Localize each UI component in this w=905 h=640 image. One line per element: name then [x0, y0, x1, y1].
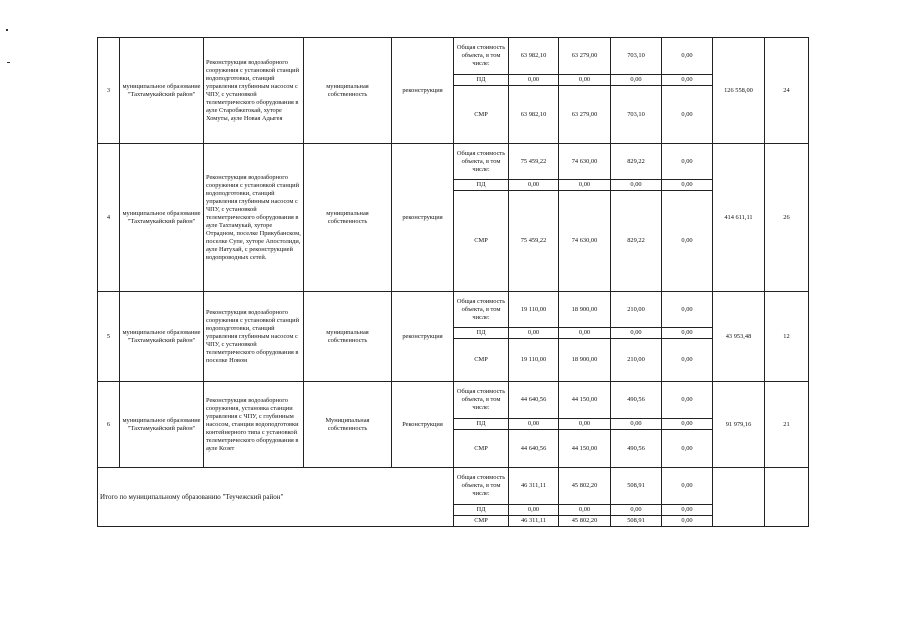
- capacity-cell: 126 558,00: [713, 38, 765, 144]
- last-cell: 26: [765, 144, 809, 292]
- value-cell: 0,00: [662, 144, 713, 180]
- cost-label: Общая стоимость объекта, в том числе:: [454, 292, 509, 328]
- value-cell: 0,00: [662, 505, 713, 516]
- value-cell: 0,00: [509, 419, 559, 430]
- work-type-cell: реконструкция: [392, 292, 454, 382]
- value-cell: 0,00: [559, 75, 611, 86]
- table-row: [98, 144, 809, 180]
- municipality-cell: муниципальное образование "Тахтамукайский район": [120, 38, 204, 144]
- margin-mark: [7, 62, 10, 63]
- value-cell: 0,00: [559, 180, 611, 191]
- value-cell: 0,00: [509, 328, 559, 339]
- value-cell: 210,00: [611, 292, 662, 328]
- value-cell: 0,00: [662, 382, 713, 419]
- total-row: [98, 468, 809, 505]
- row-number: 6: [98, 382, 120, 468]
- capacity-cell: 414 611,11: [713, 144, 765, 292]
- value-cell: 490,56: [611, 382, 662, 419]
- ownership-cell: муниципальная собственность: [304, 144, 392, 292]
- investment-table: [97, 37, 809, 527]
- value-cell: 0,00: [662, 468, 713, 505]
- last-cell: 21: [765, 382, 809, 468]
- value-cell: 0,00: [611, 75, 662, 86]
- value-cell: 46 311,11: [509, 468, 559, 505]
- description-cell: Реконструкция водозаборного сооружения с установкой станций водоподготовки, станций управления глубинным насосом с ЧПУ, с установкой телеметрического оборудования в ауле Тахтамукай, хуторе Отрадном, поселке Прикубанском, поселке Супе, хуторе Апостолиди, ауле Натухай, с реконструкцией водопроводных сетей.: [204, 144, 304, 292]
- empty-cell: [713, 468, 765, 527]
- value-cell: 703,10: [611, 38, 662, 75]
- value-cell: 18 900,00: [559, 292, 611, 328]
- capacity-cell: 91 979,16: [713, 382, 765, 468]
- cost-label: ПД: [454, 180, 509, 191]
- value-cell: 63 982,10: [509, 86, 559, 144]
- value-cell: 44 150,00: [559, 382, 611, 419]
- value-cell: 0,00: [509, 75, 559, 86]
- value-cell: 19 110,00: [509, 339, 559, 382]
- value-cell: 0,00: [662, 75, 713, 86]
- value-cell: 0,00: [559, 419, 611, 430]
- value-cell: 0,00: [662, 419, 713, 430]
- description-cell: Реконструкция водозаборного сооружения с установкой станций водоподготовки, станций управления глубинным насосом с ЧПУ, с установкой телеметрического оборудования в поселке Новом: [204, 292, 304, 382]
- value-cell: 44 640,56: [509, 430, 559, 468]
- value-cell: 0,00: [662, 38, 713, 75]
- value-cell: 0,00: [662, 86, 713, 144]
- municipality-cell: муниципальное образование "Тахтамукайский район": [120, 144, 204, 292]
- total-label: Итого по муниципальному образованию "Теучежский район": [98, 468, 454, 527]
- value-cell: 45 802,20: [559, 516, 611, 527]
- value-cell: 703,10: [611, 86, 662, 144]
- value-cell: 0,00: [611, 419, 662, 430]
- value-cell: 45 802,20: [559, 468, 611, 505]
- cost-label: Общая стоимость объекта, в том числе:: [454, 144, 509, 180]
- empty-cell: [765, 468, 809, 527]
- description-cell: Реконструкция водозаборного сооружения, установка станции управления с ЧПУ, с глубинным насосом, станции водоподготовки контейнерного типа с установкой телеметрического оборудования в ауле Козет: [204, 382, 304, 468]
- value-cell: 0,00: [662, 516, 713, 527]
- value-cell: 46 311,11: [509, 516, 559, 527]
- value-cell: 74 630,00: [559, 191, 611, 292]
- cost-label: СМР: [454, 339, 509, 382]
- work-type-cell: реконструкция: [392, 144, 454, 292]
- cost-label: Общая стоимость объекта, в том числе:: [454, 468, 509, 505]
- margin-mark: [6, 29, 8, 31]
- value-cell: 508,91: [611, 516, 662, 527]
- ownership-cell: муниципальная собственность: [304, 292, 392, 382]
- value-cell: 490,56: [611, 430, 662, 468]
- value-cell: 44 150,00: [559, 430, 611, 468]
- value-cell: 0,00: [611, 328, 662, 339]
- value-cell: 829,22: [611, 191, 662, 292]
- value-cell: 18 900,00: [559, 339, 611, 382]
- cost-label: ПД: [454, 328, 509, 339]
- cost-label: Общая стоимость объекта, в том числе:: [454, 38, 509, 75]
- cost-label: ПД: [454, 75, 509, 86]
- value-cell: 829,22: [611, 144, 662, 180]
- value-cell: 0,00: [662, 339, 713, 382]
- last-cell: 24: [765, 38, 809, 144]
- value-cell: 0,00: [611, 180, 662, 191]
- value-cell: 44 640,56: [509, 382, 559, 419]
- cost-label: СМР: [454, 86, 509, 144]
- value-cell: 63 982,10: [509, 38, 559, 75]
- value-cell: 0,00: [559, 505, 611, 516]
- cost-label: СМР: [454, 191, 509, 292]
- row-number: 3: [98, 38, 120, 144]
- capacity-cell: 43 953,48: [713, 292, 765, 382]
- last-cell: 12: [765, 292, 809, 382]
- value-cell: 0,00: [662, 191, 713, 292]
- table-row: [98, 38, 809, 75]
- description-cell: Реконструкция водозаборного сооружения с установкой станций водоподготовки, станций управления глубинным насосом с ЧПУ, с установкой телеметрического оборудования в ауле Старобжегокай, хуторе Хомуты, ауле Новая Адыгея: [204, 38, 304, 144]
- value-cell: 75 459,22: [509, 144, 559, 180]
- work-type-cell: Реконструкция: [392, 382, 454, 468]
- value-cell: 0,00: [662, 430, 713, 468]
- cost-label: Общая стоимость объекта, в том числе:: [454, 382, 509, 419]
- row-number: 5: [98, 292, 120, 382]
- value-cell: 19 110,00: [509, 292, 559, 328]
- cost-label: ПД: [454, 419, 509, 430]
- value-cell: 0,00: [662, 328, 713, 339]
- table-row: [98, 382, 809, 419]
- work-type-cell: реконструкция: [392, 38, 454, 144]
- table-row: [98, 292, 809, 328]
- value-cell: 63 279,00: [559, 38, 611, 75]
- value-cell: 63 279,00: [559, 86, 611, 144]
- row-number: 4: [98, 144, 120, 292]
- ownership-cell: Муниципальная собственность: [304, 382, 392, 468]
- value-cell: 74 630,00: [559, 144, 611, 180]
- value-cell: 0,00: [509, 180, 559, 191]
- value-cell: 0,00: [662, 292, 713, 328]
- cost-label: СМР: [454, 516, 509, 527]
- cost-label: СМР: [454, 430, 509, 468]
- value-cell: 75 459,22: [509, 191, 559, 292]
- value-cell: 210,00: [611, 339, 662, 382]
- value-cell: 0,00: [662, 180, 713, 191]
- ownership-cell: муниципальная собственность: [304, 38, 392, 144]
- value-cell: 0,00: [559, 328, 611, 339]
- value-cell: 0,00: [509, 505, 559, 516]
- municipality-cell: муниципальное образование "Тахтамукайский район": [120, 292, 204, 382]
- value-cell: 0,00: [611, 505, 662, 516]
- cost-label: ПД: [454, 505, 509, 516]
- value-cell: 508,91: [611, 468, 662, 505]
- municipality-cell: муниципальное образование "Тахтамукайский район": [120, 382, 204, 468]
